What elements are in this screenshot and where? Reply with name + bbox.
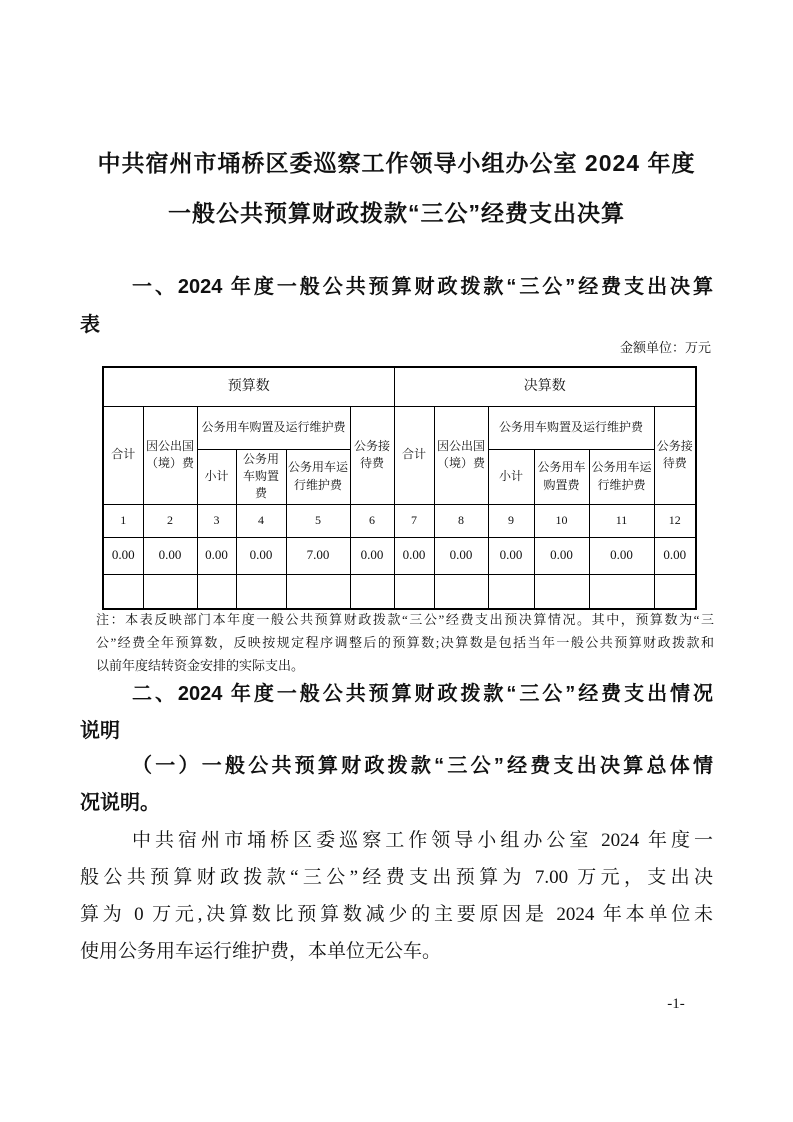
- subsection1-heading-line-1: （一）一般公共预算财政拨款“三公”经费支出决算总体情: [132, 755, 713, 777]
- empty-cell: [654, 574, 696, 609]
- empty-cell: [103, 574, 143, 609]
- value-cell: 0.00: [488, 537, 534, 574]
- sangong-expense-table: [102, 366, 697, 610]
- document-title-line-2: 一般公共预算财政拨款“三公”经费支出决算: [168, 200, 625, 226]
- document-title-line-1: 中共宿州市埇桥区委巡察工作领导小组办公室 2024 年度: [97, 150, 696, 176]
- value-cell: 0.00: [654, 537, 696, 574]
- value-cell: 0.00: [103, 537, 143, 574]
- col-number: 7: [394, 504, 434, 537]
- table-note-line-3: 以前年度结转资金安排的实际支出。: [96, 658, 305, 673]
- value-cell: 0.00: [350, 537, 394, 574]
- value-cell: 0.00: [394, 537, 434, 574]
- col-number: 1: [103, 504, 143, 537]
- table-note: [96, 608, 714, 677]
- col-number: 9: [488, 504, 534, 537]
- section1-heading: [80, 268, 713, 344]
- final-header-subtotal: 小计: [488, 449, 534, 504]
- empty-cell: [197, 574, 236, 609]
- document-title: [80, 138, 713, 238]
- table-note-line-1: 注：本表反映部门本年度一般公共预算财政拨款“三公”经费支出预决算情况。其中，预算数为“三: [96, 612, 714, 627]
- table-column-number-row: [103, 504, 696, 537]
- budget-header-purchase: 公务用车购置费: [236, 449, 286, 504]
- empty-cell: [286, 574, 350, 609]
- amount-unit-label: 金额单位：万元: [619, 340, 711, 355]
- empty-cell: [488, 574, 534, 609]
- col-number: 10: [534, 504, 589, 537]
- final-header-reception: 公务接待费: [654, 406, 696, 504]
- budget-header-maintenance: 公务用车运行维护费: [286, 449, 350, 504]
- empty-cell: [143, 574, 197, 609]
- empty-cell: [350, 574, 394, 609]
- table-empty-row: [103, 574, 696, 609]
- table-group-header-row: [103, 367, 696, 406]
- section2-heading-line-1: 二、2024 年度一般公共预算财政拨款“三公”经费支出情况: [132, 683, 713, 705]
- col-number: 12: [654, 504, 696, 537]
- body-paragraph-line-4: 使用公务用车运行维护费，本单位无公车。: [80, 941, 442, 962]
- budget-header-subtotal: 小计: [197, 449, 236, 504]
- final-header-maintenance: 公务用车运行维护费: [589, 449, 654, 504]
- page-number: -1-: [667, 996, 685, 1012]
- col-number: 8: [434, 504, 488, 537]
- col-number: 2: [143, 504, 197, 537]
- budget-header-vehicle-group: 公务用车购置及运行维护费: [197, 406, 350, 449]
- body-paragraph-line-3: 算为 0 万元,决算数比预算数减少的主要原因是 2024 年本单位未: [80, 904, 713, 925]
- value-cell: 0.00: [143, 537, 197, 574]
- value-cell: 0.00: [589, 537, 654, 574]
- table-header-row-upper: [103, 406, 696, 449]
- value-cell: 0.00: [197, 537, 236, 574]
- col-number: 6: [350, 504, 394, 537]
- value-cell: 7.00: [286, 537, 350, 574]
- col-number: 11: [589, 504, 654, 537]
- final-header-total: 合计: [394, 406, 434, 504]
- empty-cell: [236, 574, 286, 609]
- body-paragraph: [80, 822, 713, 970]
- col-number: 4: [236, 504, 286, 537]
- empty-cell: [589, 574, 654, 609]
- empty-cell: [434, 574, 488, 609]
- empty-cell: [534, 574, 589, 609]
- section1-heading-line-1: 一、2024 年度一般公共预算财政拨款“三公”经费支出决算: [132, 276, 713, 298]
- subsection1-heading-line-2: 况说明。: [80, 792, 160, 814]
- final-header-abroad: 因公出国（境）费: [434, 406, 488, 504]
- col-number: 5: [286, 504, 350, 537]
- section2-heading-line-2: 说明: [80, 720, 120, 742]
- budget-header-abroad: 因公出国（境）费: [143, 406, 197, 504]
- table-values-row: [103, 537, 696, 574]
- final-header-purchase: 公务用车购置费: [534, 449, 589, 504]
- table-note-line-2: 公”经费全年预算数，反映按规定程序调整后的预算数;决算数是包括当年一般公共预算财政拨款和: [96, 635, 714, 650]
- group-header-final: 决算数: [394, 367, 696, 406]
- body-paragraph-line-1: 中共宿州市埇桥区委巡察工作领导小组办公室 2024 年度一: [132, 830, 713, 851]
- value-cell: 0.00: [434, 537, 488, 574]
- final-header-vehicle-group: 公务用车购置及运行维护费: [488, 406, 654, 449]
- value-cell: 0.00: [534, 537, 589, 574]
- body-paragraph-line-2: 般公共预算财政拨款“三公”经费支出预算为 7.00 万元，支出决: [80, 867, 713, 888]
- section2-heading: [80, 676, 713, 750]
- section1-heading-line-2: 表: [80, 314, 100, 336]
- group-header-budget: 预算数: [103, 367, 394, 406]
- value-cell: 0.00: [236, 537, 286, 574]
- empty-cell: [394, 574, 434, 609]
- budget-header-reception: 公务接待费: [350, 406, 394, 504]
- subsection1-heading: [80, 748, 713, 822]
- col-number: 3: [197, 504, 236, 537]
- budget-header-total: 合计: [103, 406, 143, 504]
